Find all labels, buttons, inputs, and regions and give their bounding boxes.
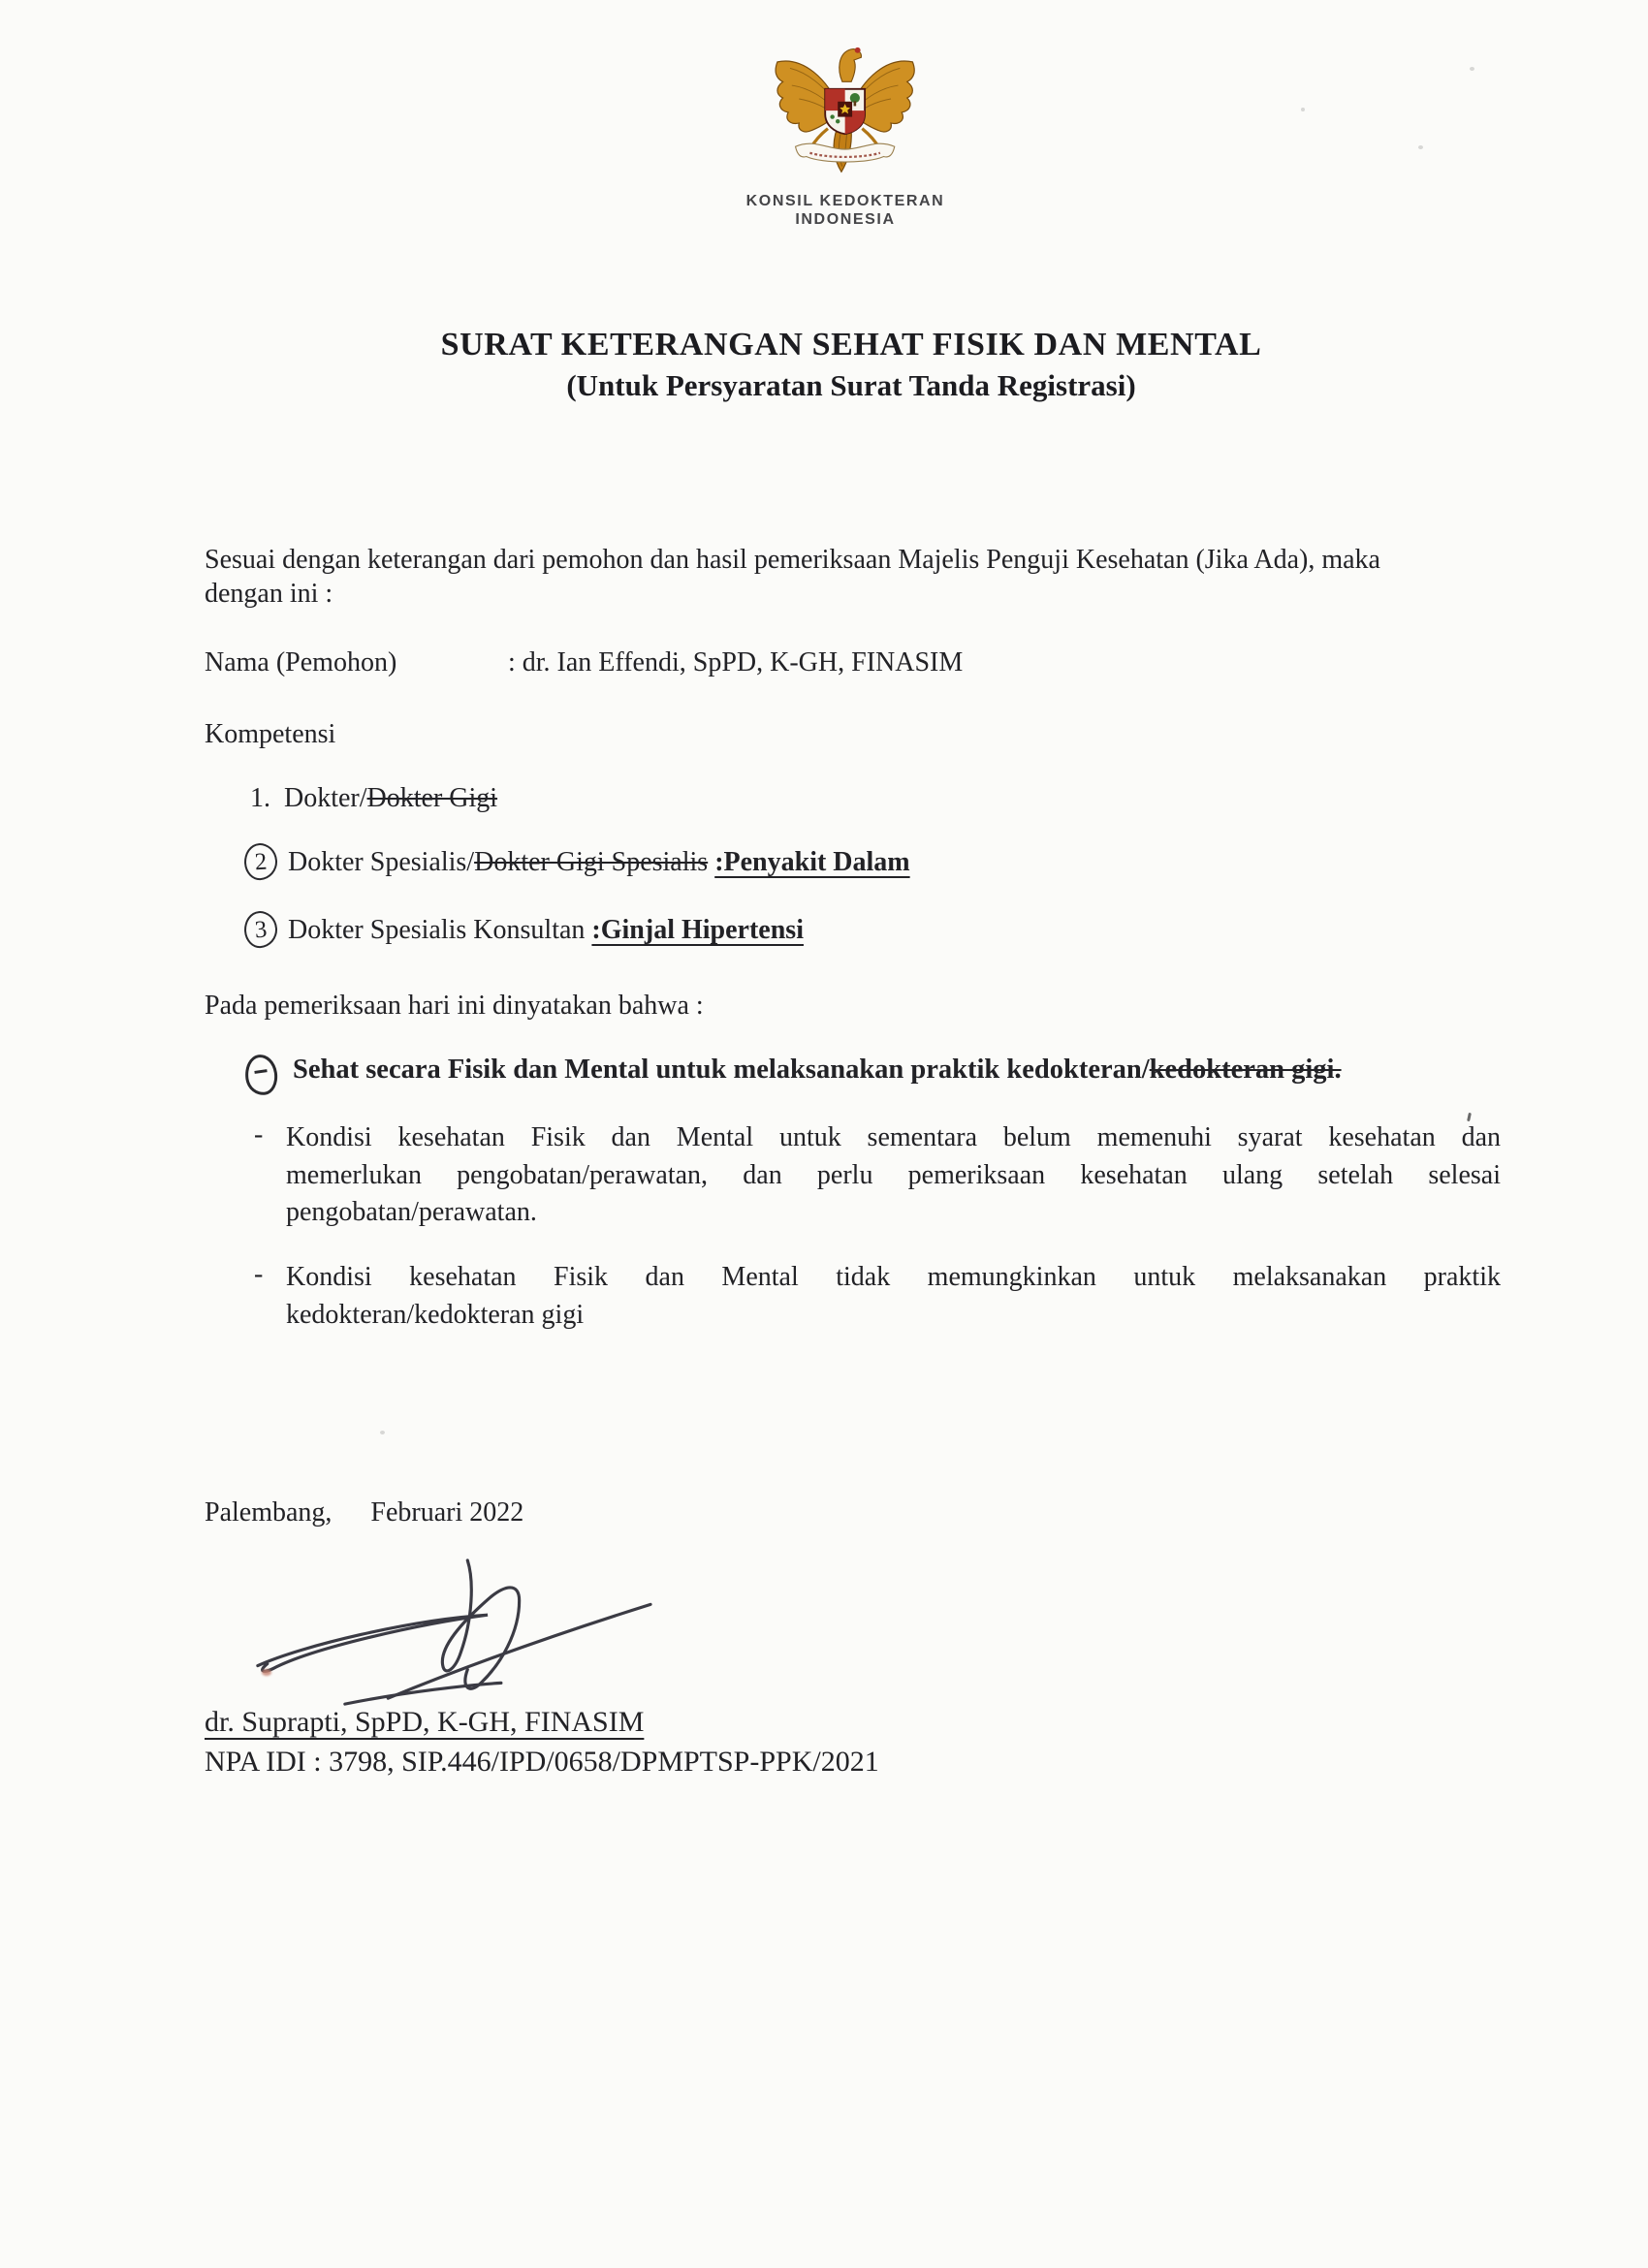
handwritten-signature	[244, 1551, 656, 1714]
option-1-main: Sehat secara Fisik dan Mental untuk melaksanakan praktik kedokteran/	[293, 1055, 1150, 1085]
organization-name	[746, 192, 945, 229]
item-2-plain: Dokter Spesialis/	[288, 847, 475, 877]
item-1-number: 1.	[250, 783, 270, 813]
dash-bullet: -	[254, 1259, 264, 1289]
option-1-text	[293, 1053, 1342, 1087]
competence-item-3	[244, 913, 804, 948]
dash-bullet: -	[254, 1119, 264, 1150]
statement-option-1	[245, 1053, 1505, 1095]
signer-id-line: NPA IDI : 3798, SIP.446/IPD/0658/DPMPTSP-PPK/2021	[205, 1746, 879, 1778]
signature	[244, 1551, 656, 1718]
dash-icon	[254, 1069, 267, 1074]
item-3-filled-value: :Ginjal Hipertensi	[591, 915, 804, 945]
scan-speck	[380, 1431, 385, 1434]
item-1-struck: Dokter Gigi	[366, 783, 498, 813]
letterhead	[746, 44, 945, 229]
item-1-plain: Dokter/	[284, 783, 367, 813]
item-3-text	[288, 913, 804, 947]
intro-line-1: Sesuai dengan keterangan dari pemohon dan hasil pemeriksaan Majelis Penguji Kesehatan (Jika Ada), maka	[205, 545, 1380, 575]
signer-name: dr. Suprapti, SpPD, K-GH, FINASIM	[205, 1706, 645, 1738]
city: Palembang,	[205, 1497, 333, 1528]
applicant-name-row	[205, 646, 1504, 679]
applicant-name-label: Nama (Pemohon)	[205, 647, 397, 677]
item-3-plain: Dokter Spesialis Konsultan	[288, 915, 592, 945]
competence-heading: Kompetensi	[205, 719, 336, 749]
applicant-name-value: : dr. Ian Effendi, SpPD, K-GH, FINASIM	[508, 647, 964, 677]
option-1-struck: kedokteran gigi.	[1149, 1055, 1342, 1085]
scan-speck	[1418, 145, 1423, 149]
item-2-number: 2	[253, 848, 269, 875]
title-line-1: SURAT KETERANGAN SEHAT FISIK DAN MENTAL	[440, 327, 1262, 362]
org-line-2: INDONESIA	[795, 211, 896, 228]
scan-speck	[1301, 108, 1305, 111]
competence-item-1	[250, 781, 497, 815]
option-2-text	[286, 1119, 1501, 1232]
garuda-pancasila-emblem	[769, 44, 922, 179]
item-2-struck: Dokter Gigi Spesialis	[474, 847, 709, 877]
statement-option-2	[254, 1119, 1501, 1232]
option-3-line-2: kedokteran/kedokteran gigi	[286, 1299, 585, 1330]
item-1-text	[284, 781, 497, 815]
org-line-1: KONSIL KEDOKTERAN	[745, 193, 945, 209]
option-2-line-1: Kondisi kesehatan Fisik dan Mental untuk sementara belum memenuhi syarat kesehatan dan	[286, 1122, 1501, 1152]
intro-paragraph	[205, 543, 1504, 611]
document-title	[205, 326, 1498, 407]
option-2-line-2: memerlukan pengobatan/perawatan, dan perlu pemeriksaan kesehatan ulang setelah selesai	[286, 1159, 1501, 1190]
scan-speck	[1470, 67, 1474, 71]
statement-option-3	[254, 1259, 1501, 1334]
intro-line-2: dengan ini :	[205, 579, 333, 609]
statement-intro: Pada pemeriksaan hari ini dinyatakan bahwa :	[205, 991, 704, 1021]
date-blank-gap	[332, 1496, 370, 1529]
ink-smudge	[262, 1669, 271, 1676]
item-2-filled-value: :Penyakit Dalam	[714, 847, 910, 877]
item-2-text	[288, 845, 910, 879]
circled-dash-marker	[242, 1053, 280, 1097]
option-3-text	[286, 1259, 1501, 1334]
item-2-circled-number	[243, 842, 279, 881]
option-2-line-3: pengobatan/perawatan.	[286, 1197, 537, 1227]
place-date-line	[205, 1496, 523, 1529]
item-3-circled-number	[243, 910, 279, 949]
date: Februari 2022	[370, 1497, 524, 1528]
option-3-line-1: Kondisi kesehatan Fisik dan Mental tidak memungkinkan untuk melaksanakan praktik	[286, 1262, 1501, 1292]
title-line-2: (Untuk Persyaratan Surat Tanda Registrasi)	[566, 368, 1136, 402]
competence-item-2	[244, 845, 910, 880]
item-3-number: 3	[253, 916, 269, 943]
